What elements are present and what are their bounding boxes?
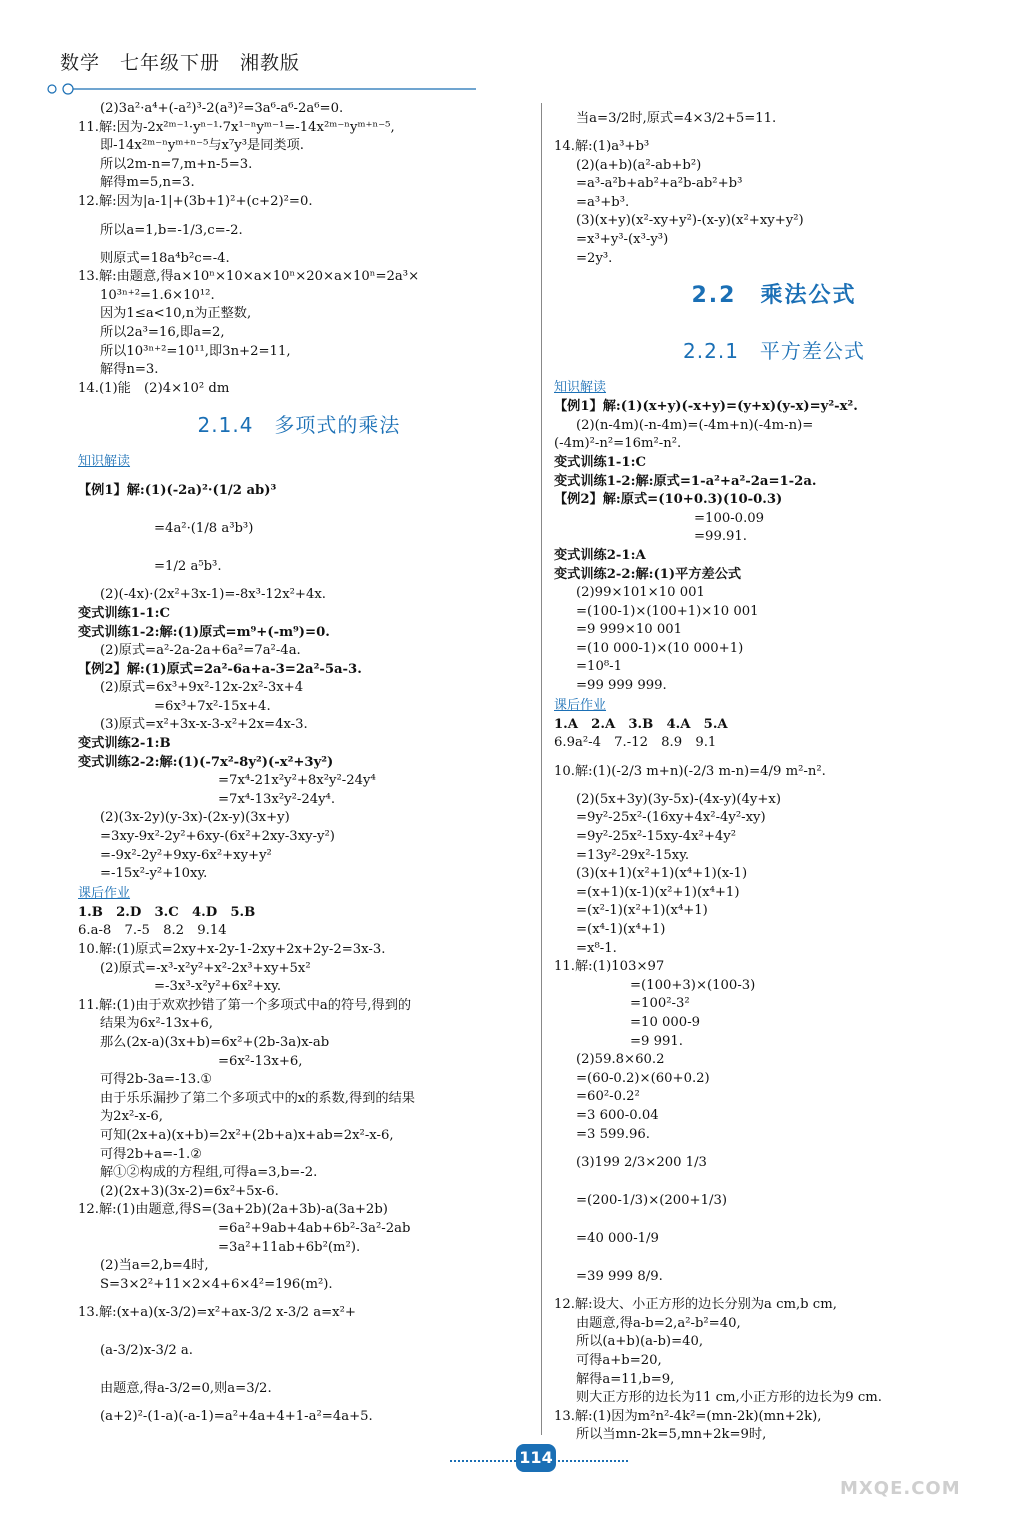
page-number-footer xyxy=(440,1440,640,1476)
answer-line: =7x⁴-13x²y²-24y⁴. xyxy=(218,791,336,807)
answer-line: (a+2)²-(1-a)(-a-1)=a²+4a+4+1-a²=4a+5. xyxy=(100,1409,373,1425)
answer-line: 12.解:(1)由题意,得S=(3a+2b)(2a+3b)-a(3a+2b) xyxy=(78,1202,388,1218)
answer-line: (2)原式=-x³-x²y²+x²-2x³+xy+5x² xyxy=(100,960,311,976)
answer-line: =10⁸-1 xyxy=(576,659,622,675)
answer-line: =3xy-9x²-2y²+6xy-(6x²+2xy-3xy-y²) xyxy=(100,829,335,845)
answer-line: =1/2 a⁵b³. xyxy=(154,559,222,575)
answer-line: =(200-1/3)×(200+1/3) xyxy=(576,1193,727,1209)
answer-line: =(x⁴-1)(x⁴+1) xyxy=(576,922,666,937)
answer-line: 为2x²-x-6, xyxy=(100,1109,164,1125)
answer-line: 所以2a³=16,即a=2, xyxy=(100,324,225,340)
answer-line: =10 000-9 xyxy=(630,1014,701,1030)
answer-line: (2)(2x+3)(3x-2)=6x²+5x-6. xyxy=(100,1183,279,1199)
right-column xyxy=(554,100,994,1445)
answer-line: (2)(n-4m)(-n-4m)=(-4m+n)(-4m-n)= xyxy=(576,417,814,433)
answer-line: =-3x³-x²y²+6x²+xy. xyxy=(154,979,282,995)
answer-line: 所以a=1,b=-1/3,c=-2. xyxy=(100,222,243,238)
answer-line: 11.解:(1)由于欢欢抄错了第一个多项式中a的符号,得到的 xyxy=(78,997,412,1013)
answer-line: (2)原式=6x³+9x²-12x-2x²-3x+4 xyxy=(100,680,304,696)
section-heading: 2.2.1 平方差公式 xyxy=(683,339,865,364)
answer-line: =99.91. xyxy=(694,529,747,545)
answer-line: 13.解:由题意,得a×10ⁿ×10×a×10ⁿ×20×a×10ⁿ=2a³× xyxy=(78,269,420,285)
answer-line: 13.解:(x+a)(x-3/2)=x²+ax-3/2 x-3/2 a=x²+ xyxy=(78,1305,356,1321)
answer-line: (2)(a+b)(a²-ab+b²) xyxy=(576,157,702,173)
answer-line: 则大正方形的边长为11 cm,小正方形的边长为9 cm. xyxy=(576,1390,882,1406)
answer-line: =2y³. xyxy=(576,250,613,266)
answer-line: (2)当a=2,b=4时, xyxy=(100,1258,209,1274)
subsection-tag: 知识解读 xyxy=(554,380,607,396)
answer-line: =99 999 999. xyxy=(576,678,667,694)
answer-line: 变式训练2-2:解:(1)(-7x²-8y²)(-x²+3y²) xyxy=(78,754,334,770)
answer-line: 解①②构成的方程组,可得a=3,b=-2. xyxy=(100,1165,318,1181)
answer-line: 变式训练1-1:C xyxy=(554,454,646,470)
answer-line: =6a²+9ab+4ab+6b²-3a²-2ab xyxy=(218,1220,411,1236)
header-rule xyxy=(46,80,476,98)
rule-circle-icon xyxy=(48,85,56,93)
answer-line: =3a²+11ab+6b²(m²). xyxy=(218,1239,361,1255)
answer-line: =(100-1)×(100+1)×10 001 xyxy=(576,603,759,619)
answer-line: =(x²-1)(x²+1)(x⁴+1) xyxy=(576,903,708,919)
answer-line: =13y²-29x²-15xy. xyxy=(576,847,690,863)
answer-line: 所以(a+b)(a-b)=40, xyxy=(576,1334,704,1350)
answer-line: (2)(5x+3y)(3y-5x)-(4x-y)(4y+x) xyxy=(576,791,781,807)
answer-line: (3)(x+y)(x²-xy+y²)-(x-y)(x²+xy+y²) xyxy=(576,213,804,229)
answer-line: 因为1≤a<10,n为正整数, xyxy=(100,306,252,322)
answer-line: 结果为6x²-13x+6, xyxy=(100,1016,213,1032)
dotted-line xyxy=(558,1460,628,1462)
answer-line: =4a²·(1/8 a³b³) xyxy=(154,521,254,537)
answer-line: 11.解:(1)103×97 xyxy=(554,959,665,975)
answer-line: 可得2b-3a=-13.① xyxy=(100,1072,213,1088)
answer-line: =3 600-0.04 xyxy=(576,1107,659,1123)
answer-line: =3 599.96. xyxy=(576,1126,650,1142)
answer-line: 6.a-8 7.-5 8.2 9.14 xyxy=(78,923,227,939)
answer-line: (2)原式=a²-2a-2a+6a²=7a²-4a. xyxy=(100,643,301,659)
answer-line: (2)3a²·a⁴+(-a²)³-2(a³)²=3a⁶-a⁶-2a⁶=0. xyxy=(100,101,344,116)
answer-line: =100²-3² xyxy=(630,996,690,1012)
answer-line: 【例1】解:(1)(-2a)²·(1/2 ab)³ xyxy=(78,483,277,499)
page-header xyxy=(60,48,300,75)
answer-line: =(100+3)×(100-3) xyxy=(630,977,756,993)
answer-line: 10.解:(1)(-2/3 m+n)(-2/3 m-n)=4/9 m²-n². xyxy=(554,763,826,779)
page-number: 114 xyxy=(516,1444,556,1472)
section-heading: 2.1.4 多项式的乘法 xyxy=(197,413,401,438)
answer-line: =-9x²-2y²+9xy-6x²+xy+y² xyxy=(100,847,272,863)
answer-line: 12.解:因为|a-1|+(3b+1)²+(c+2)²=0. xyxy=(78,193,313,209)
answer-line: 【例2】解:(1)原式=2a²-6a+a-3=2a²-5a-3. xyxy=(78,661,362,677)
answer-line: 14.(1)能 (2)4×10² dm xyxy=(78,380,230,396)
answer-line: S=3×2²+11×2×4+6×4²=196(m²). xyxy=(100,1276,333,1292)
answer-line: (2)59.8×60.2 xyxy=(576,1052,665,1068)
subsection-tag: 知识解读 xyxy=(78,454,131,470)
answer-line: 变式训练1-1:C xyxy=(78,605,170,621)
answer-line: =x³+y³-(x³-y³) xyxy=(576,231,669,247)
answer-line: =a³-a²b+ab²+a²b-ab²+b³ xyxy=(576,176,743,192)
answer-line: 10³ⁿ⁺²=1.6×10¹². xyxy=(100,287,215,303)
answer-line: 1.A 2.A 3.B 4.A 5.A xyxy=(554,716,728,732)
answer-line: (3)(x+1)(x²+1)(x⁴+1)(x-1) xyxy=(576,866,748,882)
answer-line: 变式训练1-2:解:(1)原式=m⁹+(-m⁹)=0. xyxy=(78,624,330,640)
answer-line: 解得m=5,n=3. xyxy=(100,175,195,191)
book-title: 数学 七年级下册 湘教版 xyxy=(60,52,301,74)
answer-line: 1.B 2.D 3.C 4.D 5.B xyxy=(78,904,256,920)
answer-line: =(x+1)(x-1)(x²+1)(x⁴+1) xyxy=(576,884,740,900)
answer-line: (2)(3x-2y)(y-3x)-(2x-y)(3x+y) xyxy=(100,810,290,826)
answer-line: 由题意,得a-3/2=0,则a=3/2. xyxy=(100,1381,272,1397)
answer-line: 【例2】解:原式=(10+0.3)(10-0.3) xyxy=(554,492,783,508)
answer-line: 14.解:(1)a³+b³ xyxy=(554,139,650,154)
answer-line: 可知(2x+a)(x+b)=2x²+(2b+a)x+ab=2x²-x-6, xyxy=(100,1127,394,1143)
answer-line: =9y²-25x²-15xy-4x²+4y² xyxy=(576,829,737,845)
watermark: MXQE.COM xyxy=(840,1478,961,1499)
answer-line: 变式训练2-2:解:(1)平方差公式 xyxy=(554,566,742,582)
answer-line: =6x²-13x+6, xyxy=(218,1053,303,1069)
answer-line: 解得a=11,b=9, xyxy=(576,1371,675,1387)
answer-line: 11.解:因为-2x²ᵐ⁻¹·yⁿ⁻¹·7x¹⁻ⁿyᵐ⁻¹=-14x²ᵐ⁻ⁿyᵐ⁺ⁿ⁻⁵, xyxy=(78,119,395,135)
answer-line: (-4m)²-n²=16m²-n². xyxy=(554,436,682,452)
answer-line: =9 999×10 001 xyxy=(576,622,682,638)
answer-line: 变式训练2-1:B xyxy=(78,736,171,752)
subsection-tag: 课后作业 xyxy=(554,697,607,713)
answer-line: =6x³+7x²-15x+4. xyxy=(154,698,271,714)
answer-line: 12.解:设大、小正方形的边长分别为a cm,b cm, xyxy=(554,1297,837,1313)
dotted-line xyxy=(450,1460,520,1462)
answer-line: =(10 000-1)×(10 000+1) xyxy=(576,640,744,656)
answer-line: =-15x²-y²+10xy. xyxy=(100,866,208,882)
answer-line: =60²-0.2² xyxy=(576,1089,640,1105)
answer-line: 可得2b+a=-1.② xyxy=(100,1146,203,1162)
answer-line: =x⁸-1. xyxy=(576,940,617,956)
answer-line: =(60-0.2)×(60+0.2) xyxy=(576,1070,710,1086)
answer-line: (a-3/2)x-3/2 a. xyxy=(100,1343,193,1359)
answer-line: 变式训练2-1:A xyxy=(554,547,646,563)
answer-line: 即-14x²ᵐ⁻ⁿyᵐ⁺ⁿ⁻⁵与x⁷y³是同类项. xyxy=(100,138,304,154)
answer-line: 6.9a²-4 7.-12 8.9 9.1 xyxy=(554,735,717,751)
answer-line: 【例1】解:(1)(x+y)(-x+y)=(y+x)(y-x)=y²-x². xyxy=(554,399,858,415)
answer-line: =a³+b³. xyxy=(576,194,630,210)
answer-line: =9y²-25x²-(16xy+4x²-4y²-xy) xyxy=(576,810,766,826)
answer-line: 由于乐乐漏抄了第二个多项式中的x的系数,得到的结果 xyxy=(100,1090,415,1106)
answer-line: 所以当mn-2k=5,mn+2k=9时, xyxy=(576,1427,767,1443)
answer-line: =100-0.09 xyxy=(694,510,765,526)
answer-line: 所以10³ⁿ⁺²=10¹¹,即3n+2=11, xyxy=(100,343,291,359)
answer-line: 13.解:(1)因为m²n²-4k²=(mn-2k)(mn+2k), xyxy=(554,1408,822,1424)
chapter-heading: 2.2 乘法公式 xyxy=(691,283,857,309)
answer-line: (3)199 2/3×200 1/3 xyxy=(576,1155,707,1171)
answer-line: 解得n=3. xyxy=(100,362,159,378)
answer-line: 所以2m-n=7,m+n-5=3. xyxy=(100,156,253,172)
answer-line: (2)(-4x)·(2x²+3x-1)=-8x³-12x²+4x. xyxy=(100,587,326,603)
answer-line: 变式训练1-2:解:原式=1-a²+a²-2a=1-2a. xyxy=(554,473,817,489)
answer-line: (2)99×101×10 001 xyxy=(576,585,705,601)
answer-line: 可得a+b=20, xyxy=(576,1352,662,1368)
answer-line: =39 999 8/9. xyxy=(576,1269,663,1285)
answer-line: =7x⁴-21x²y²+8x²y²-24y⁴ xyxy=(218,773,376,789)
rule-circle-icon xyxy=(63,84,73,94)
answer-line: 当a=3/2时,原式=4×3/2+5=11. xyxy=(576,111,777,126)
subsection-tag: 课后作业 xyxy=(78,885,131,901)
answer-line: (3)原式=x²+3x-x-3-x²+2x=4x-3. xyxy=(100,717,308,733)
answer-line: 那么(2x-a)(3x+b)=6x²+(2b-3a)x-ab xyxy=(100,1034,330,1050)
answer-line: 10.解:(1)原式=2xy+x-2y-1-2xy+2x+2y-2=3x-3. xyxy=(78,942,386,957)
answer-line: =40 000-1/9 xyxy=(576,1231,659,1247)
answer-line: 由题意,得a-b=2,a²-b²=40, xyxy=(576,1315,741,1331)
answer-line: 则原式=18a⁴b²c=-4. xyxy=(100,250,230,266)
left-column xyxy=(78,100,520,1427)
answer-line: =9 991. xyxy=(630,1033,683,1049)
column-divider xyxy=(541,103,542,1435)
